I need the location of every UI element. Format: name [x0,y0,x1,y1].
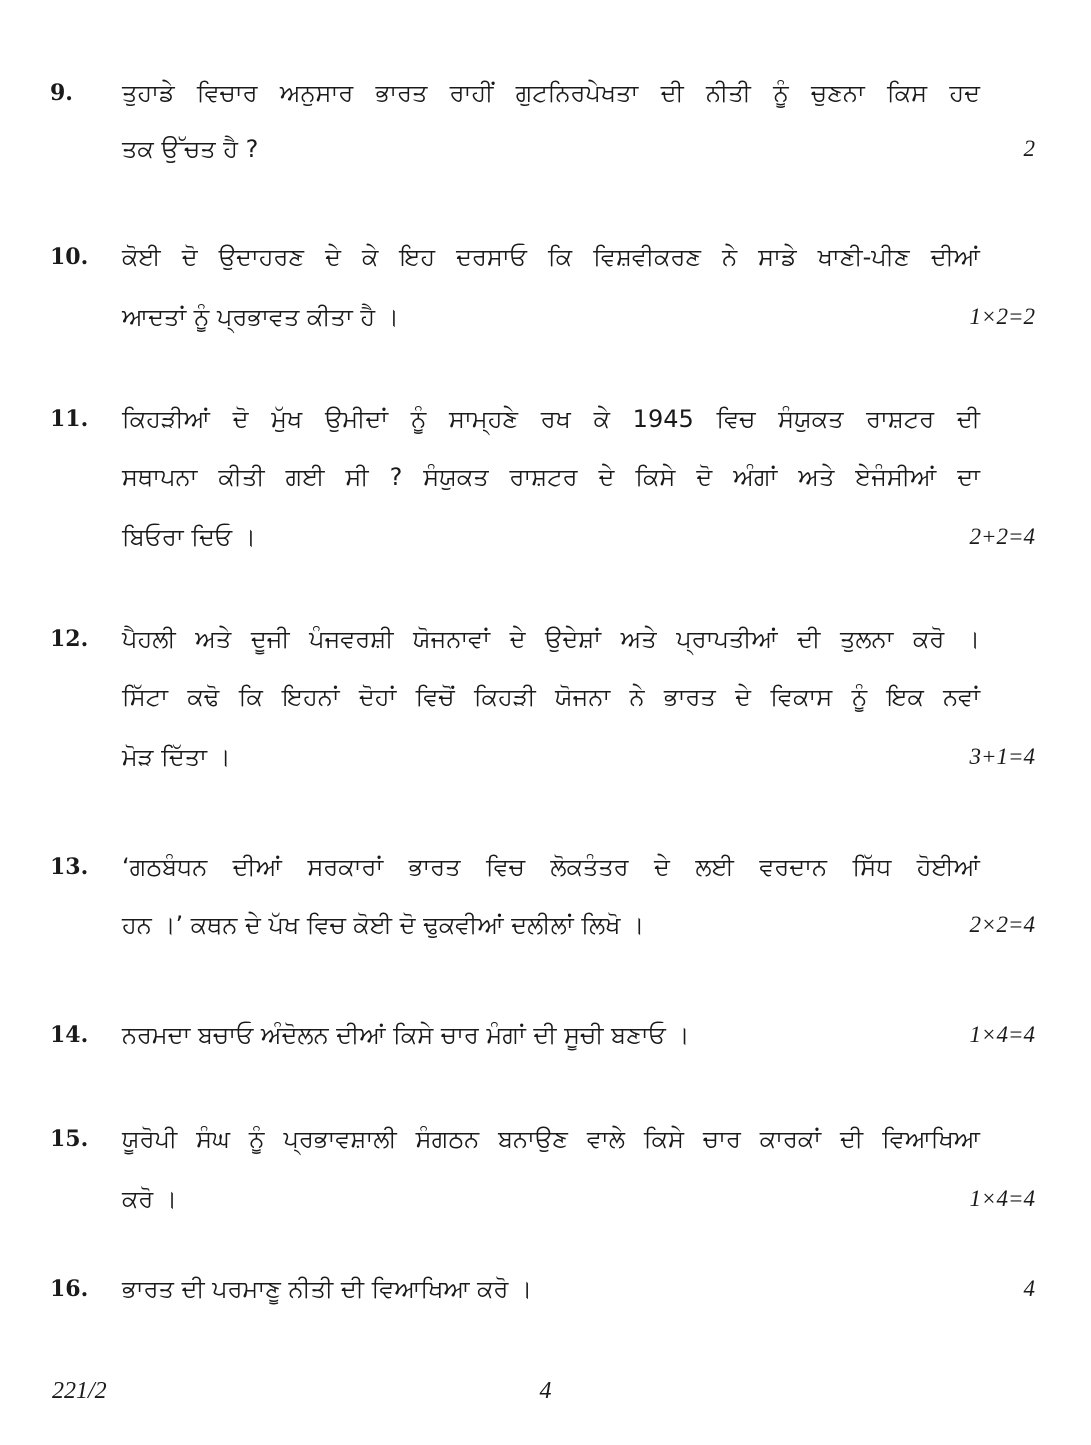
question-text-line: ਤਕ ਉੱਚਤ ਹੈ ? [122,135,259,163]
question-text-line: ਕਿਹੜੀਆਂ ਦੋ ਮੁੱਖ ਉਮੀਦਾਂ ਨੂੰ ਸਾਮ੍ਹਣੇ ਰਖ ਕੇ 1945 ਵਿਚ ਸੰਯੁਕਤ ਰਾਸ਼ਟਰ ਦੀ [122,405,980,433]
question-marks: 2 [1023,136,1035,161]
question-text-line: ‘ਗਠਬੰਧਨ ਦੀਆਂ ਸਰਕਾਰਾਂ ਭਾਰਤ ਵਿਚ ਲੋਕਤੰਤਰ ਦੇ ਲਈ ਵਰਦਾਨ ਸਿੱਧ ਹੋਈਆਂ [122,853,980,881]
question-number: 9. [50,80,73,106]
question-marks: 1×4=4 [969,1186,1035,1211]
question-text-line: ਮੋੜ ਦਿੱਤਾ । [122,743,231,771]
question-number: 10. [50,244,89,270]
question-text-line: ਆਦਤਾਂ ਨੂੰ ਪ੍ਰਭਾਵਤ ਕੀਤਾ ਹੈ । [122,303,399,331]
question-text-line: ਯੂਰੋਪੀ ਸੰਘ ਨੂੰ ਪ੍ਰਭਾਵਸ਼ਾਲੀ ਸੰਗਠਨ ਬਨਾਉਣ ਵਾਲੇ ਕਿਸੇ ਚਾਰ ਕਾਰਕਾਂ ਦੀ ਵਿਆਖਿਆ [122,1125,980,1153]
question-text-line: ਨਰਮਦਾ ਬਚਾਓ ਅੰਦੋਲਨ ਦੀਆਂ ਕਿਸੇ ਚਾਰ ਮੰਗਾਂ ਦੀ ਸੂਚੀ ਬਣਾਓ । [122,1021,690,1049]
question-text-line: ਕਰੋ । [122,1185,178,1213]
question-text-line: ਪੈਹਲੀ ਅਤੇ ਦੂਜੀ ਪੰਜਵਰਸ਼ੀ ਯੋਜਨਾਵਾਂ ਦੇ ਉਦੇਸ਼ਾਂ ਅਤੇ ਪ੍ਰਾਪਤੀਆਂ ਦੀ ਤੁਲਨਾ ਕਰੋ । [122,625,980,653]
question-marks: 1×2=2 [969,304,1035,329]
question-text-line: ਹਨ ।’ ਕਥਨ ਦੇ ਪੱਖ ਵਿਚ ਕੋਈ ਦੋ ਢੁਕਵੀਆਂ ਦਲੀਲਾਂ ਲਿਖੋ । [122,911,645,939]
question-text-line: ਤੁਹਾਡੇ ਵਿਚਾਰ ਅਨੁਸਾਰ ਭਾਰਤ ਰਾਹੀਂ ਗੁਟਨਿਰਪੇਖਤਾ ਦੀ ਨੀਤੀ ਨੂੰ ਚੁਣਨਾ ਕਿਸ ਹਦ [122,79,980,107]
question-marks: 1×4=4 [969,1022,1035,1047]
question-marks: 4 [1023,1276,1035,1301]
question-number: 12. [50,626,89,652]
question-text-line: ਸਥਾਪਨਾ ਕੀਤੀ ਗਈ ਸੀ ? ਸੰਯੁਕਤ ਰਾਸ਼ਟਰ ਦੇ ਕਿਸੇ ਦੋ ਅੰਗਾਂ ਅਤੇ ਏਜੰਸੀਆਂ ਦਾ [122,463,980,491]
question-number: 13. [50,854,89,880]
question-text-line: ਕੋਈ ਦੋ ਉਦਾਹਰਣ ਦੇ ਕੇ ਇਹ ਦਰਸਾਓ ਕਿ ਵਿਸ਼ਵੀਕਰਣ ਨੇ ਸਾਡੇ ਖਾਣੀ-ਪੀਣ ਦੀਆਂ [122,243,980,271]
question-marks: 2+2=4 [969,524,1035,549]
question-text-line: ਸਿੱਟਾ ਕਢੋ ਕਿ ਇਹਨਾਂ ਦੋਹਾਂ ਵਿਚੋਂ ਕਿਹੜੀ ਯੋਜਨਾ ਨੇ ਭਾਰਤ ਦੇ ਵਿਕਾਸ ਨੂੰ ਇਕ ਨਵਾਂ [122,683,980,711]
page-number: 4 [539,1378,552,1404]
question-number: 16. [50,1276,89,1302]
question-number: 15. [50,1126,89,1152]
paper-code: 221/2 [52,1378,107,1404]
question-number: 14. [50,1022,89,1048]
question-marks: 2×2=4 [969,912,1035,937]
question-text-line: ਬਿਓਰਾ ਦਿਓ । [122,523,256,551]
question-number: 11. [50,406,89,432]
question-marks: 3+1=4 [969,744,1035,769]
question-text-line: ਭਾਰਤ ਦੀ ਪਰਮਾਣੂ ਨੀਤੀ ਦੀ ਵਿਆਖਿਆ ਕਰੋ । [122,1275,533,1303]
